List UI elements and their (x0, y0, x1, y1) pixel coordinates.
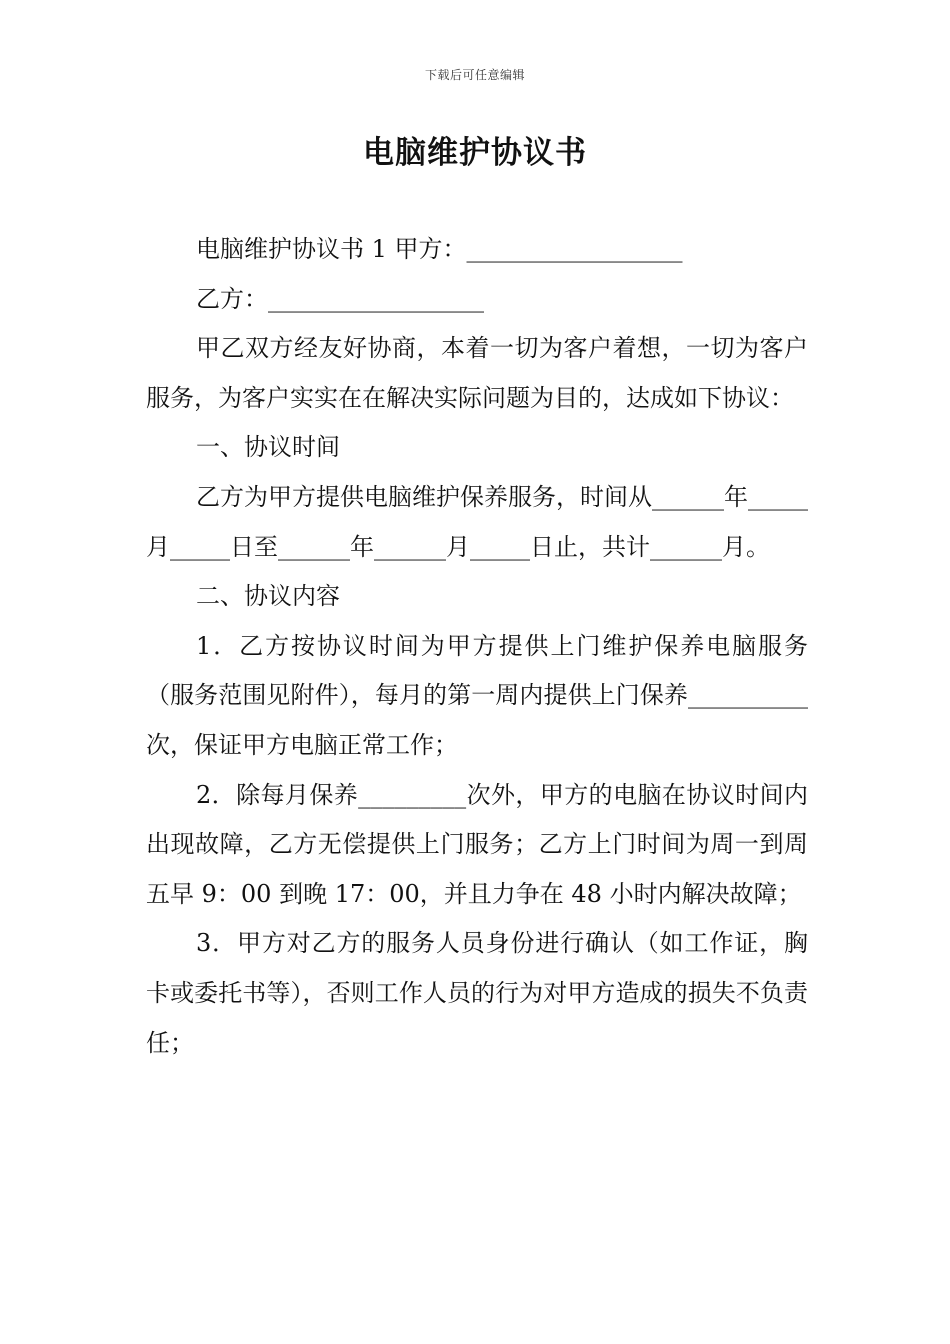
clause-3: 3．甲方对乙方的服务人员身份进行确认（如工作证，胸卡或委托书等），否则工作人员的行为对甲方造成的损失不负责任； (146, 929, 808, 1057)
party-b-line: 乙方：__________________ (196, 284, 484, 313)
header-note: 下载后可任意编辑 (424, 68, 525, 82)
document-title: 电脑维护协议书 (363, 135, 587, 171)
preamble-paragraph: 甲乙双方经友好协商，本着一切为客户着想，一切为客户服务，为客户实实在在解决实际问题为目的，达成如下协议： (146, 334, 808, 412)
document-body (146, 225, 808, 1068)
term-paragraph: 乙方为甲方提供电脑维护保养服务，时间从______年_____月_____日至______年______月_____日止，共计______月。 (146, 482, 808, 561)
section-heading-term: 一、协议时间 (196, 433, 340, 462)
clause-1: 1．乙方按协议时间为甲方提供上门维护保养电脑服务（服务范围见附件），每月的第一周内提供上门保养__________次，保证甲方电脑正常工作； (146, 631, 808, 759)
clause-2: 2．除每月保养_________次外，甲方的电脑在协议时间内出现故障，乙方无偿提供上门服务；乙方上门时间为周一到周五早 9：00 到晚 17：00，并且力争在 48 小时内解决故障； (146, 780, 808, 908)
party-a-line: 电脑维护协议书 1 甲方：__________________ (196, 235, 683, 263)
section-heading-content: 二、协议内容 (196, 582, 340, 611)
